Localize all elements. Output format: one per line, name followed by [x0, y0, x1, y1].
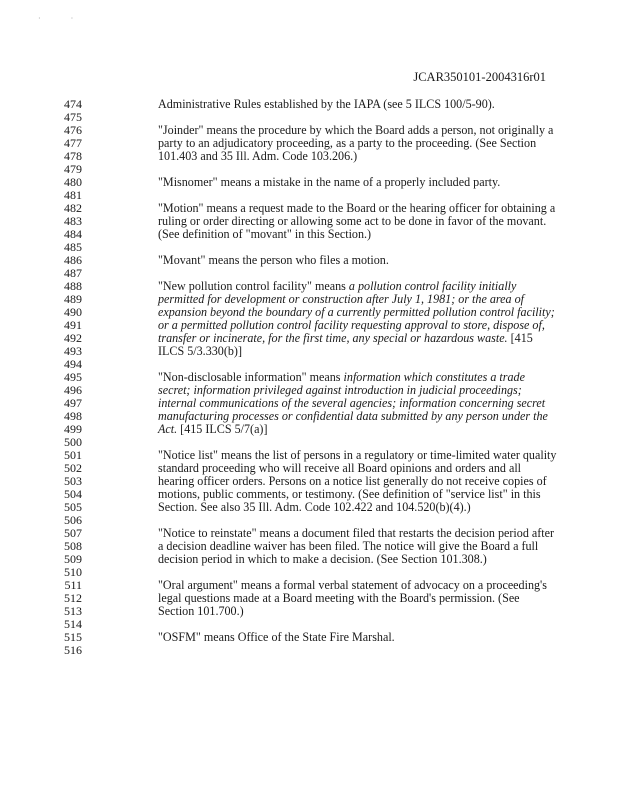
line-number: 516 [64, 643, 82, 657]
line-number: 481 [64, 188, 82, 202]
definition-joinder: "Joinder" means the procedure by which the Board adds a person, not originally a party to an adjudicatory proceeding, as a party to the proceeding. (See Section 101.403 and 35 Ill. Adm. Code 103.206.) [158, 123, 554, 163]
line-number: 486 [64, 253, 82, 267]
scan-specks: ·· [38, 14, 104, 23]
citation: [415 ILCS 5/3.330(b)] [158, 331, 533, 358]
line-number: 479 [64, 162, 82, 176]
line-number: 477 [64, 136, 82, 150]
definition-motion: "Motion" means a request made to the Board or the hearing officer for obtaining a ruling or order directing or allowing some act to be done in favor of the movant. (See definition of "movant" in this Section.) [158, 201, 556, 241]
line-number: 489 [64, 292, 82, 306]
line-number: 480 [64, 175, 82, 189]
line-number: 491 [64, 318, 82, 332]
line-number: 507 [64, 526, 82, 540]
line-number: 514 [64, 617, 82, 631]
citation: [415 ILCS 5/7(a)] [177, 422, 268, 436]
line-number: 499 [64, 422, 82, 436]
line-number: 512 [64, 591, 82, 605]
line-number: 510 [64, 565, 82, 579]
definition-lead: "Non-disclosable information" means [158, 370, 344, 384]
line-number: 502 [64, 461, 82, 475]
line-number: 478 [64, 149, 82, 163]
line-number: 490 [64, 305, 82, 319]
definition-lead: "New pollution control facility" means [158, 279, 349, 293]
statutory-quote: a pollution control facility initially permitted for development or construction after July 1, 1981; or the area of expansion beyond the boundary of a currently permitted pollution control facility; or a permitted pollution control facility requesting approval to store, dispose of, transfer or incinerate, for the first time, any special or hazardous waste. [158, 279, 555, 345]
definition-osfm: "OSFM" means Office of the State Fire Marshal. [158, 630, 395, 644]
line-number: 485 [64, 240, 82, 254]
definition-misnomer: "Misnomer" means a mistake in the name of a properly included party. [158, 175, 501, 189]
line-number: 488 [64, 279, 82, 293]
line-number: 501 [64, 448, 82, 462]
line-number: 513 [64, 604, 82, 618]
line-number: 475 [64, 110, 82, 124]
line-number: 482 [64, 201, 82, 215]
line-number: 515 [64, 630, 82, 644]
statutory-quote: information which constitutes a trade secret; information privileged against introduction in judicial proceedings; internal communications of the several agencies; information concerning secret manufacturing processes or confidential data submitted by any person under the Act. [158, 370, 548, 436]
line-number: 506 [64, 513, 82, 527]
line-number: 492 [64, 331, 82, 345]
definition-non-disclosable-information [158, 371, 558, 436]
line-number: 508 [64, 539, 82, 553]
line-number: 500 [64, 435, 82, 449]
line-number: 509 [64, 552, 82, 566]
line-number: 511 [64, 578, 82, 592]
line-number: 484 [64, 227, 82, 241]
line-number: 505 [64, 500, 82, 514]
body-text [158, 98, 558, 657]
line-number-column [48, 98, 82, 657]
definition-oral-argument: "Oral argument" means a formal verbal statement of advocacy on a proceeding's legal questions made at a Board meeting with the Board's permission. (See Section 101.700.) [158, 578, 547, 618]
definition-notice-list: "Notice list" means the list of persons in a regulatory or time-limited water quality standard proceeding who will receive all Board opinions and orders and all hearing officer orders. Persons on a notice list generally do not receive copies of motions, public comments, or testimony. (See definition of "service list" in this Section. See also 35 Ill. Adm. Code 102.422 and 104.520(b)(4).) [158, 448, 557, 514]
line-number: 487 [64, 266, 82, 280]
line-number: 497 [64, 396, 82, 410]
paragraph-administrative-rules: Administrative Rules established by the IAPA (see 5 ILCS 100/5-90). [158, 97, 495, 111]
document-id: JCAR350101-2004316r01 [413, 70, 546, 84]
line-number: 483 [64, 214, 82, 228]
line-number: 496 [64, 383, 82, 397]
definition-notice-to-reinstate: "Notice to reinstate" means a document filed that restarts the decision period after a decision deadline waiver has been filed. The notice will give the Board a full decision period in which to make a decision. (See Section 101.308.) [158, 526, 555, 566]
line-number: 495 [64, 370, 82, 384]
line-number: 474 [64, 97, 82, 111]
line-number: 503 [64, 474, 82, 488]
line-number: 476 [64, 123, 82, 137]
line-number: 493 [64, 344, 82, 358]
line-number: 504 [64, 487, 82, 501]
definition-new-pollution-control-facility [158, 280, 558, 358]
line-number: 498 [64, 409, 82, 423]
line-number: 494 [64, 357, 82, 371]
definition-movant: "Movant" means the person who files a motion. [158, 253, 389, 267]
